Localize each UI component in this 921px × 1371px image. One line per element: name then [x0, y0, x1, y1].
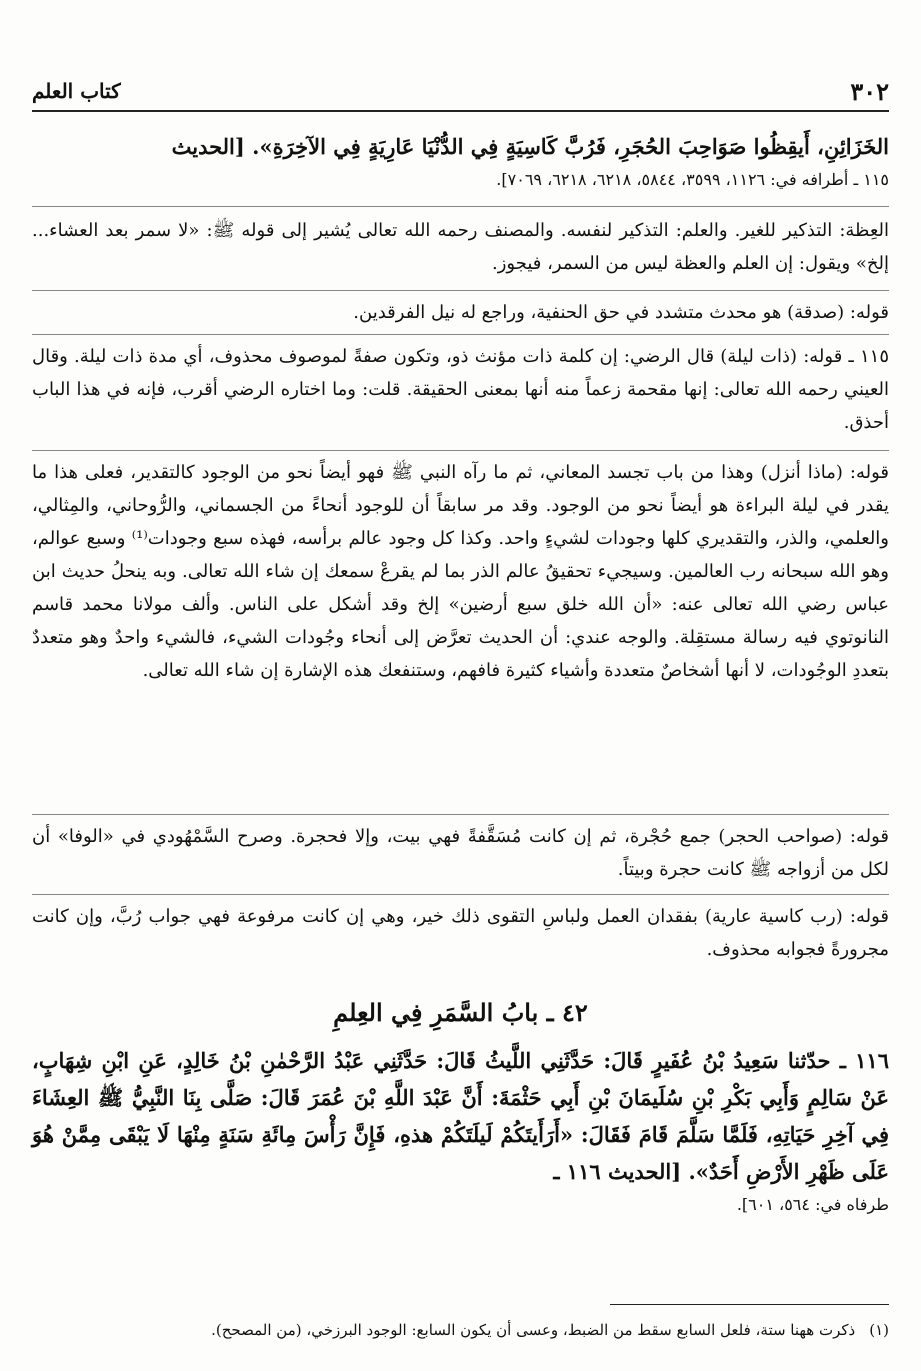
section-divider — [32, 290, 889, 291]
commentary-text: قوله: (صواحب الحجر) جمع حُجْرة، ثم إن كانت مُسَقَّفةً فهي بيت، وإلا فحجرة. وصرح السَّمْهُودي في «الوفا» أن لكل من أزواجه ﷺ كانت حجرة وبيتاً. — [32, 826, 889, 880]
hadith-116-block — [32, 1042, 889, 1220]
commentary-text: قوله: (ماذا أنزل) وهذا من باب تجسد المعاني، ثم ما رآه النبي ﷺ فهو أيضاً نحو من الوجود كالتقدير، فعلى هذا ما يقدر في ليلة البراءة هو أيضاً نحو من الوجود. وقد مر سابقاً أن للوجود أنحاءً من الجسماني، والرُّوحاني، والمِثالي، والعلمي، والذر، والتقديري كلها وجودات لشيءٍ واحد. وكذا كل وجود عالم برأسه، فهذه سبع وجودات⁽¹⁾ وسبع عوالم، وهو الله سبحانه رب العالمين. وسيجيء تحقيقُ عالم الذر بما لم يقرعْ سمعك إن شاء الله تعالى. وبه ينحلُ حديث ابن عباس رضي الله تعالى عنه: «أن الله خلق سبع أرضين» إلخ وقد أشكل على الناس. وألف مولانا محمد قاسم النانوتوي فيه رسالة مستقِلة. والوجه عندي: أن الحديث تعرَّض إلى أنحاء وجُودات الشيء، فالشيء واحدٌ وهو متعددٌ بتعددِ الوجُودات، لا أنها أشخاصٌ متعددة وأشياء كثيرة فافهم، وستنفعك هذه الإشارة إن شاء الله تعالى. — [32, 462, 889, 681]
commentary-paragraph — [32, 820, 889, 886]
commentary-text: قوله: (صدقة) هو محدث متشدد في حق الحنفية، وراجع له نيل الفرقدين. — [353, 302, 889, 323]
section-divider — [32, 206, 889, 207]
hadith-reference: طرفاه في: ٥٦٤، ٦٠١]. — [736, 1195, 889, 1214]
hadith-text: ١١٦ ـ حدّثنا سَعِيدُ بْنُ عُفَيرٍ قَالَ: حَدَّثَنِي اللَّيثُ قَالَ: حَدَّثَنِي عَبْدُ الرَّحْمٰنِ بْنُ خَالِدٍ، عَنِ ابْنِ شِهَابٍ، عَنْ سَالِمٍ وَأَبِي بَكْرِ بْنِ سُلَيمَانَ بْنِ أَبِي حَثْمَةَ: أَنَّ عَبْدَ اللَّهِ بْنَ عُمَرَ قَالَ: صَلَّى بِنَا النَّبِيُّ ﷺ العِشَاءَ فِي آخِرِ حَيَاتِهِ، فَلَمَّا سَلَّمَ قَامَ فَقَالَ: «أَرَأَيتَكُمْ لَيلَتَكُمْ هذهِ، فَإِنَّ رَأْسَ مِائَةِ سَنَةٍ مِنْهَا لَا يَبْقَى مِمَّنْ هُوَ عَلَى ظَهْرِ الأَرْضِ أَحَدٌ». [الحديث ١١٦ ـ — [32, 1048, 889, 1184]
hadith-text: الخَزَائِنِ، أَيقِظُوا صَوَاحِبَ الحُجَرِ، فَرُبَّ كَاسِيَةٍ فِي الدُّنْيَا عَارِيَةٍ فِي الآخِرَةِ». [الحديث — [171, 134, 889, 159]
chapter-heading: ٤٢ ـ بابُ السَّمَرِ فِي العِلمِ — [333, 998, 588, 1027]
hadith-top-block — [32, 128, 889, 195]
footnote — [32, 1317, 889, 1343]
footnote-rule — [610, 1304, 889, 1305]
commentary-text: ١١٥ ـ قوله: (ذات ليلة) قال الرضي: إن كلمة ذات مؤنث ذو، وتكون صفةً لموصوف محذوف، أي مدة ذات ليلة. وقال العيني رحمه الله تعالى: إنها مقحمة زعماً منه أنها بمعنى الحقيقة. قلت: وما اختاره الرضي أقرب، فإنه في هذا الباب أحذق. — [32, 346, 889, 433]
section-divider — [32, 450, 889, 451]
section-divider — [32, 334, 889, 335]
page-header — [32, 74, 889, 108]
hadith-reference: ١١٥ ـ أطرافه في: ١١٢٦، ٣٥٩٩، ٥٨٤٤، ٦٢١٨، ٦٢١٨، ٧٠٦٩]. — [496, 170, 889, 189]
page-number: ٣٠٢ — [850, 76, 889, 106]
commentary-paragraph — [32, 340, 889, 439]
commentary-text: العِظة: التذكير للغير. والعلم: التذكير لنفسه. والمصنف رحمه الله تعالى يُشير إلى قوله ﷺ: «لا سمر بعد العشاء... إلخ» ويقول: إن العلم والعظة ليس من السمر، فيجوز. — [32, 220, 889, 274]
section-divider — [32, 814, 889, 815]
commentary-paragraph — [32, 900, 889, 966]
commentary-text: قوله: (رب كاسية عارية) بفقدان العمل ولباسِ التقوى ذلك خير، وهي إن كانت مرفوعة فهي جواب رُبَّ، وإن كانت مجرورةً فجوابه محذوف. — [32, 906, 889, 960]
commentary-paragraph — [32, 296, 889, 329]
header-rule — [32, 110, 889, 112]
footnote-text: ذكرت ههنا ستة، فلعل السابع سقط من الضبط، وعسى أن يكون السابع: الوجود البرزخي، (من المصحح). — [211, 1321, 856, 1339]
footnote-number: (١) — [869, 1321, 889, 1339]
commentary-paragraph — [32, 214, 889, 280]
commentary-paragraph — [32, 456, 889, 687]
section-divider — [32, 894, 889, 895]
book-title: كتاب العلم — [32, 79, 121, 103]
